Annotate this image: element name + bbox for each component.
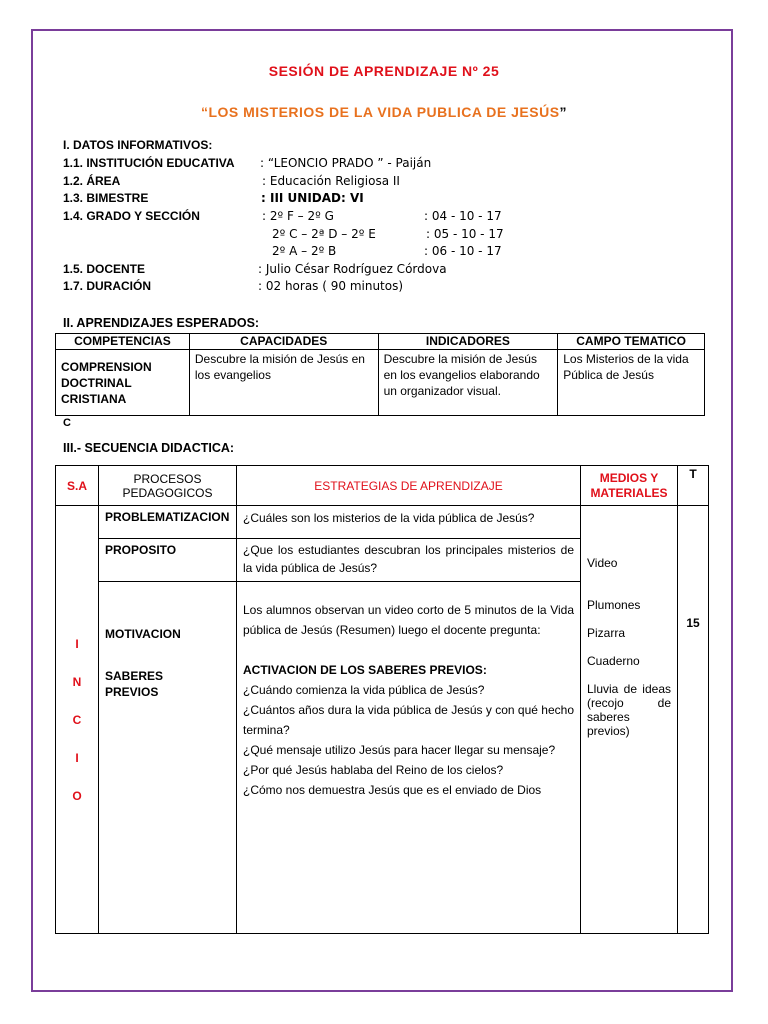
inicio-cell bbox=[56, 506, 99, 934]
medio-item: Plumones bbox=[587, 598, 641, 612]
question-item: ¿Qué mensaje utilizo Jesús para hacer llegar su mensaje? bbox=[243, 743, 556, 757]
sa-header: S.A bbox=[56, 466, 99, 506]
campo-cell: Los Misterios de la vida Pública de Jesús bbox=[558, 350, 705, 416]
datos-label: 1.1. INSTITUCIÓN EDUCATIVA bbox=[63, 156, 235, 170]
medios-cell bbox=[581, 506, 678, 934]
fecha-value: : 06 - 10 - 17 bbox=[424, 244, 502, 258]
datos-heading: I. DATOS INFORMATIVOS: bbox=[63, 138, 213, 152]
datos-value: : 2º F – 2º G bbox=[262, 209, 334, 223]
grado-extra: 2º C – 2ª D – 2º E bbox=[272, 227, 376, 241]
inicio-letter: I bbox=[75, 636, 79, 651]
estrategia-motivacion bbox=[237, 582, 581, 934]
inicio-letter: C bbox=[72, 712, 82, 727]
datos-value: : Educación Religiosa II bbox=[262, 174, 400, 188]
grado-extra: 2º A – 2º B bbox=[272, 244, 337, 258]
datos-label: 1.4. GRADO Y SECCIÓN bbox=[63, 209, 200, 223]
question-item: ¿Por qué Jesús hablaba del Reino de los cielos? bbox=[243, 763, 504, 777]
motivacion-text: Los alumnos observan un video corto de 5 minutos de la Vida pública de Jesús (Resumen) luego el docente pregunta: bbox=[243, 603, 574, 637]
tiempo-cell bbox=[678, 506, 709, 934]
medio-item: Video bbox=[587, 556, 618, 570]
datos-label: 1.5. DOCENTE bbox=[63, 262, 146, 276]
fecha-value: : 04 - 10 - 17 bbox=[424, 209, 502, 223]
table-header-row bbox=[56, 334, 705, 350]
competencia-cell: COMPRENSION DOCTRINAL CRISTIANA bbox=[56, 350, 190, 416]
datos-label: 1.7. DURACIÓN bbox=[63, 279, 152, 293]
subtitle-open-quote: “ bbox=[200, 104, 209, 120]
question-item: ¿Cuándo comienza la vida pública de Jesús? bbox=[243, 683, 485, 697]
competencia-extra: C bbox=[63, 417, 71, 429]
inicio-letter: N bbox=[72, 674, 82, 689]
secuencia-table bbox=[55, 465, 709, 934]
datos-value: : “LEONCIO PRADO ” - Paiján bbox=[260, 156, 432, 170]
aprendizajes-heading: II. APRENDIZAJES ESPERADOS: bbox=[63, 316, 260, 330]
subtitle-close-quote: ” bbox=[559, 104, 568, 120]
tiempo-header: T bbox=[678, 466, 709, 506]
medio-item: Cuaderno bbox=[587, 654, 640, 668]
proceso-saberes: SABERES PREVIOS bbox=[105, 669, 164, 699]
proceso-proposito: PROPOSITO bbox=[99, 539, 237, 582]
estrategias-header: ESTRATEGIAS DE APRENDIZAJE bbox=[237, 466, 581, 506]
activacion-heading: ACTIVACION DE LOS SABERES PREVIOS: bbox=[243, 663, 487, 677]
inicio-letter: O bbox=[72, 788, 82, 803]
subtitle-text: LOS MISTERIOS DE LA VIDA PUBLICA DE JESÚS bbox=[208, 104, 560, 120]
datos-label: 1.3. BIMESTRE bbox=[63, 191, 149, 205]
column-header: CAMPO TEMATICO bbox=[558, 334, 705, 350]
question-item: ¿Cómo nos demuestra Jesús que es el enviado de Dios bbox=[243, 783, 542, 797]
column-header: COMPETENCIAS bbox=[56, 334, 190, 350]
datos-value: : Julio César Rodríguez Córdova bbox=[258, 262, 447, 276]
datos-value: : 02 horas ( 90 minutos) bbox=[258, 279, 404, 293]
procesos-header: PROCESOS PEDAGOGICOS bbox=[99, 466, 237, 506]
secuencia-heading: III.- SECUENCIA DIDACTICA: bbox=[63, 441, 235, 455]
session-title: SESIÓN DE APRENDIZAJE Nº 25 bbox=[268, 63, 500, 79]
medio-item: Pizarra bbox=[587, 626, 626, 640]
estrategia-proposito: ¿Que los estudiantes descubran los principales misterios de la vida pública de Jesús? bbox=[237, 539, 581, 582]
column-header: INDICADORES bbox=[378, 334, 558, 350]
column-header: CAPACIDADES bbox=[189, 334, 378, 350]
proceso-motivacion: MOTIVACION bbox=[105, 627, 181, 641]
datos-label: 1.2. ÁREA bbox=[63, 174, 121, 188]
medio-item: Lluvia de ideas (recojo de saberes previos) bbox=[587, 682, 671, 738]
session-subtitle bbox=[0, 104, 768, 120]
tiempo-value: 15 bbox=[686, 616, 700, 630]
medios-header: MEDIOS Y MATERIALES bbox=[581, 466, 678, 506]
question-item: ¿Cuántos años dura la vida pública de Jesús y con qué hecho termina? bbox=[243, 703, 574, 737]
fecha-value: : 05 - 10 - 17 bbox=[426, 227, 504, 241]
capacidad-cell: Descubre la misión de Jesús en los evangelios bbox=[189, 350, 378, 416]
indicador-cell: Descubre la misión de Jesús en los evangelios elaborando un organizador visual. bbox=[378, 350, 558, 416]
table-row bbox=[56, 350, 705, 416]
proceso-problematizacion: PROBLEMATIZACION bbox=[99, 506, 237, 539]
estrategia-problematizacion: ¿Cuáles son los misterios de la vida pública de Jesús? bbox=[237, 506, 581, 539]
table-header-row bbox=[56, 466, 709, 506]
aprendizajes-table bbox=[55, 333, 705, 416]
proceso-motivacion-saberes bbox=[99, 582, 237, 934]
datos-value: : III UNIDAD: VI bbox=[261, 191, 364, 205]
table-row bbox=[56, 506, 709, 539]
inicio-letter: I bbox=[75, 750, 79, 765]
